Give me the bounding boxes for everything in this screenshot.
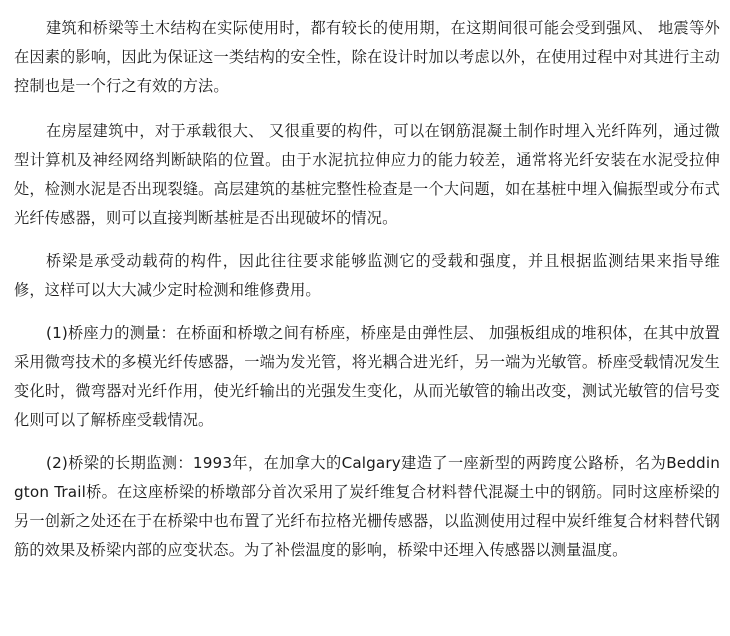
paragraph-building-construction: 在房屋建筑中，对于承载很大、 又很重要的构件，可以在钢筋混凝土制作时埋入光纤阵列，通过微型计算机及神经网络判断缺陷的位置。由于水泥抗拉伸应力的能力较差，通常将光纤安装在水泥受拉伸处，检测水泥是否出现裂缝。高层建筑的基桩完整性检查是一个大问题，如在基桩中埋入偏振型或分布式光纤传感器，则可以直接判断基桩是否出现破坏的情况。 <box>14 122 720 227</box>
paragraph-bearing-force-measurement: (1)桥座力的测量：在桥面和桥墩之间有桥座，桥座是由弹性层、 加强板组成的堆积体，在其中放置采用微弯技术的多模光纤传感器，一端为发光管，将光耦合进光纤，另一端为光敏管。桥座受载情况发生变化时，微弯器对光纤作用，使光纤输出的光强发生变化，从而光敏管的输出改变，测试光敏管的信号变化则可以了解桥座受载情况。 <box>14 324 720 429</box>
paragraph-bridge-loads: 桥梁是承受动载荷的构件，因此往往要求能够监测它的受载和强度，并且根据监测结果来指导维修，这样可以大大减少定时检测和维修费用。 <box>14 252 720 299</box>
paragraph-long-term-monitoring: (2)桥梁的长期监测：1993年，在加拿大的Calgary建造了一座新型的两跨度公路桥，名为Beddington Trail桥。在这座桥梁的桥墩部分首次采用了炭纤维复合材料替代混凝土中的钢筋。同时这座桥梁的另一创新之处还在于在桥梁中也布置了光纤布拉格光栅传感器，以监测使用过程中炭纤维复合材料替代钢筋的效果及桥梁内部的应变状态。为了补偿温度的影响，桥梁中还埋入传感器以测量温度。 <box>14 454 720 559</box>
paragraph-civil-structures: 建筑和桥梁等土木结构在实际使用时，都有较长的使用期，在这期间很可能会受到强风、 地震等外在因素的影响，因此为保证这一类结构的安全性，除在设计时加以考虑以外，在使用过程中对其进行主动控制也是一个行之有效的方法。 <box>14 19 720 95</box>
